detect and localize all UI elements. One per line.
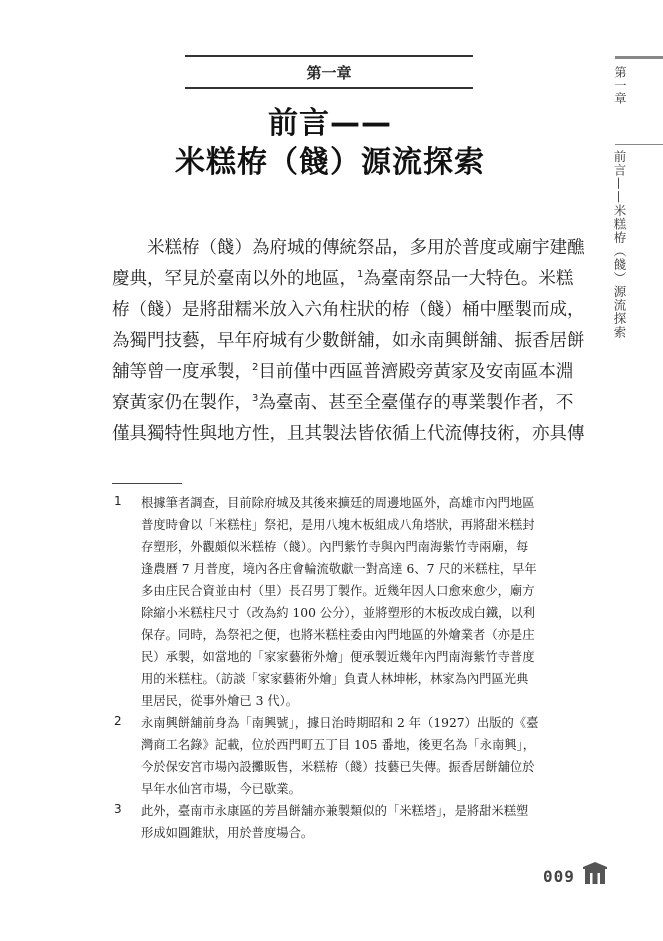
body-text: 舖等曾一度承製， [112, 362, 252, 382]
footnote-line: 多由庄民合資並由村（里）長召男丁製作。近幾年因人口愈來愈少，廟方 [141, 584, 535, 598]
footnote-line: 灣商工名錄》記載，位於西門町五丁目 105 番地，後更名為「永南興」， [141, 738, 536, 752]
footnote-line: 存塑形，外觀頗似米糕栫（餞）。內門紫竹寺與內門南海紫竹寺兩廟，每 [141, 540, 529, 554]
footnote-ref: 2 [252, 362, 259, 373]
footnote-line: 根據筆者調查，目前除府城及其後來擴廷的周邊地區外，高雄市內門地區 [141, 496, 535, 510]
footnote-line: 逢農曆 7 月普度，境內各庄會輪流敬獻一對高達 6、7 尺的米糕柱，早年 [141, 562, 537, 576]
footnote-line: 此外，臺南市永康區的芳昌餅舖亦兼製類似的「米糕塔」，是將甜米糕塑 [141, 804, 529, 818]
body-text: 目前僅中西區普濟殿旁黃家及安南區本淵 [258, 362, 574, 382]
chapter-label: 第一章 [306, 64, 352, 82]
footnote-line: 除縮小米糕柱尺寸（改為約 100 公分），並將塑形的木板改成白鐵，以利 [141, 606, 536, 620]
sidebar-top-rule [615, 56, 663, 59]
footnote-ref: 3 [252, 393, 259, 404]
body-line [112, 234, 585, 259]
page-number: 009 [543, 867, 575, 886]
footnote-line: 保存。同時，為祭祀之便，也將米糕柱委由內門地區的外燴業者（亦是庄 [141, 628, 535, 642]
title-line-2: 米糕栫（餞）源流探索 [175, 145, 485, 180]
temple-icon [582, 859, 608, 885]
body-text: 栫（餞）是將甜糯米放入六角柱狀的栫（餞）桶中壓製而成， [112, 300, 585, 320]
footnote-line: 永南興餅舖前身為「南興號」，據日治時期昭和 2 年（1927）出版的《臺 [141, 716, 539, 730]
chapter-bottom-rule [185, 87, 473, 89]
footnote-line: 用的米糕柱。（訪談「家家藝術外燴」負責人林坤彬，林家為內門區光典 [141, 672, 529, 686]
body-line [112, 296, 585, 321]
body-line [112, 358, 573, 383]
footnote-line: 形成如圓錐狀，用於普度場合。 [141, 826, 314, 840]
body-line [112, 420, 585, 445]
sidebar-chapter-label: 第一章 [613, 66, 627, 105]
title-line-1: 前言—— [268, 106, 392, 141]
footnote-number: 3 [114, 802, 122, 816]
body-line [112, 265, 573, 290]
footnote-line: 民）承製，如當地的「家家藝術外燴」便承製近幾年內門南海紫竹寺普度 [141, 650, 535, 664]
sidebar-divider [615, 144, 663, 145]
body-line [112, 389, 573, 414]
footnote-line: 普度時會以「米糕柱」祭祀，是用八塊木板組成八角塔狀，再將甜米糕封 [141, 518, 535, 532]
body-text: 為臺南、甚至全臺僅存的專業製作者，不 [258, 393, 574, 413]
footnote-ref: 1 [357, 269, 364, 280]
body-line [112, 327, 585, 352]
footnote-line: 早年水仙宮市場，今已歇業。 [141, 782, 301, 796]
chapter-top-rule [185, 55, 473, 57]
footnote-line: 今於保安宮市場內設攤販售，米糕栫（餞）技藝已失傳。振香居餅舖位於 [141, 760, 535, 774]
body-text: 米糕栫（餞）為府城的傳統祭品，多用於普度或廟宇建醮 [112, 238, 585, 258]
footnote-number: 2 [114, 714, 122, 728]
footnote-number: 1 [114, 494, 122, 508]
body-text: 寮黃家仍在製作， [112, 393, 252, 413]
body-text: 慶典，罕見於臺南以外的地區， [112, 269, 357, 289]
body-text: 為臺南祭品一大特色。米糕 [363, 269, 574, 289]
footnote-rule [112, 483, 182, 484]
sidebar-title: 前言——米糕栫（餞）源流探索 [612, 150, 627, 339]
footnote-line: 里居民，從事外燴已 3 代）。 [141, 694, 299, 708]
body-text: 為獨門技藝，早年府城有少數餅舖，如永南興餅舖、振香居餅 [112, 331, 585, 351]
body-text: 僅具獨特性與地方性，且其製法皆依循上代流傳技術，亦具傳 [112, 424, 585, 444]
